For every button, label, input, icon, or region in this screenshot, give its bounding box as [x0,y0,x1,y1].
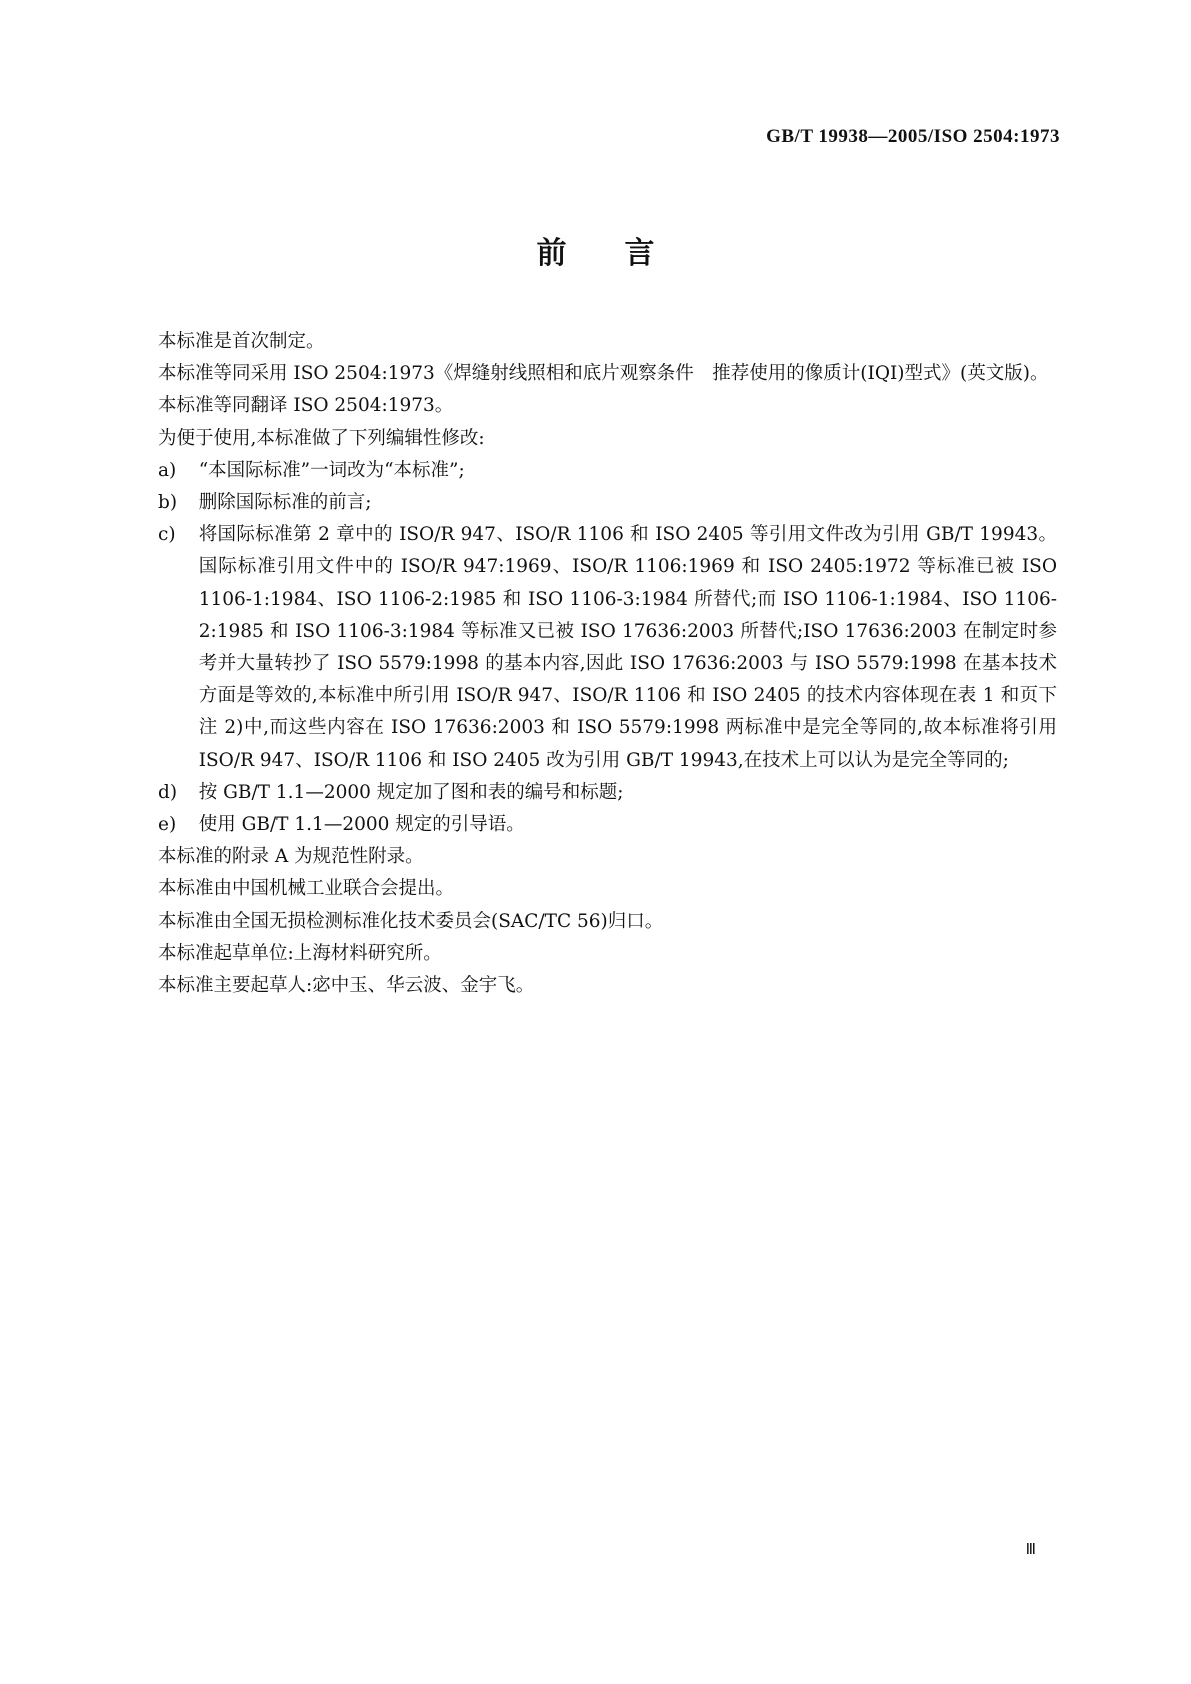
paragraph-drafters: 本标准主要起草人:宓中玉、华云波、金宇飞。 [158,975,535,997]
list-item-text: 使用 GB/T 1.1—2000 规定的引导语。 [198,814,525,836]
paragraph-annex: 本标准的附录 A 为规范性附录。 [158,846,424,868]
list-item [121,487,1057,519]
list-item-label: e) [158,814,177,836]
list-item-text: “本国际标准”一词改为“本标准”; [198,459,465,481]
list-item [121,519,1057,777]
list-item [121,809,1057,841]
paragraph-first-edition: 本标准是首次制定。 [158,331,325,352]
paragraph-committee: 本标准由全国无损检测标准化技术委员会(SAC/TC 56)归口。 [158,910,664,932]
list-item [121,455,1057,487]
paragraph-translation: 本标准等同翻译 ISO 2504:1973。 [158,395,454,417]
list-item-label: b) [158,492,178,514]
list-item-label: c) [158,524,176,546]
list-item-label: a) [158,459,177,481]
standard-code-header: GB/T 19938—2005/ISO 2504:1973 [766,126,1060,147]
list-item-text: 删除国际标准的前言; [198,492,372,514]
list-item [121,777,1057,809]
list-item-text: 将国际标准第 2 章中的 ISO/R 947、ISO/R 1106 和 ISO 2405 等引用文件改为引用 GB/T 19943。国际标准引用文件中的 ISO/R 947:1969、ISO/R 1106:1969 和 ISO 2405:1972 等标准已被 ISO 1106-1:1984、ISO 1106-2:1985 和 ISO 1106-3:1984 所替代;而 ISO 1106-1:1984、ISO 1106-2:1985 和 ISO 1106-3:1984 等标准又已被 ISO 17636:2003 所替代;ISO 17636:2003 在制定时参考并大量转抄了 ISO 5579:1998 的基本内容,因此 ISO 17636:2003 与 ISO 5579:1998 在基本技术方面是等效的,本标准中所引用 ISO/R 947、ISO/R 1106 和 ISO 2405 的技术内容体现在表 1 和页下注 2)中,而这些内容在 ISO 17636:2003 和 ISO 5579:1998 两标准中是完全等同的,故本标准将引用 ISO/R 947、ISO/R 1106 和 ISO 2405 改为引用 GB/T 19943,在技术上可以认为是完全等同的; [198,524,1057,771]
paragraph-edits-intro: 为便于使用,本标准做了下列编辑性修改: [158,427,485,449]
page-title: 前言 [536,236,713,271]
list-item-text: 按 GB/T 1.1—2000 规定加了图和表的编号和标题; [198,781,624,803]
paragraph-adoption: 本标准等同采用 ISO 2504:1973《焊缝射线照相和底片观察条件 推荐使用的像质计(IQI)型式》(英文版)。 [158,363,1049,385]
page-number: Ⅲ [1025,1540,1036,1558]
paragraph-proposer: 本标准由中国机械工业联合会提出。 [158,878,455,900]
paragraph-drafting-unit: 本标准起草单位:上海材料研究所。 [158,942,442,964]
list-item-label: d) [158,781,178,803]
foreword-body [121,326,1057,1002]
